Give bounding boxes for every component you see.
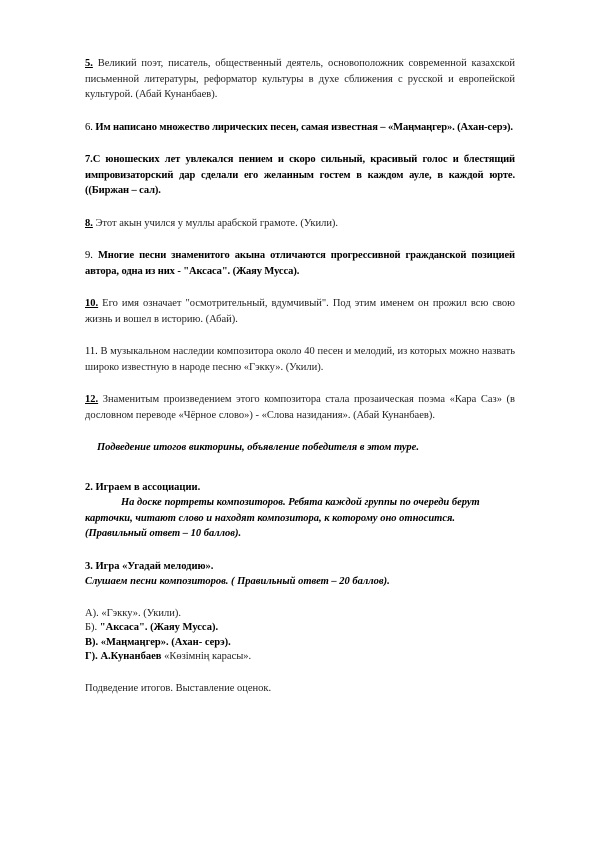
answer-item	[85, 636, 515, 651]
question-6	[85, 120, 515, 136]
answer-item	[85, 650, 515, 665]
section-body: Слушаем песни композиторов. ( Правильный ответ – 20 баллов).	[85, 576, 390, 587]
question-text: Им написано множество лирических песен, самая известная – «Маңмаңгер». (Ахан-серэ).	[92, 121, 513, 133]
question-text: Знаменитым произведением этого композитора стала прозаическая поэма «Кара Саз» (в дословном переводе «Чёрное слово») - «Слова назидания». (Абай Кунанбаев).	[85, 394, 515, 421]
question-text: Великий поэт, писатель, общественный деятель, основоположник современной казахской письменной литературы, реформатор культуры в духе сближения с русской и европейской культурой. (Абай Кунанбаев).	[85, 58, 515, 100]
question-8	[85, 216, 515, 232]
answer-item	[85, 621, 515, 636]
answer-text: «Гэкку». (Укили).	[98, 607, 181, 619]
answer-label: Г).	[85, 651, 98, 662]
question-text: Его имя означает "осмотрительный, вдумчивый". Под этим именем он прожил всю свою жизнь и вошел в историю. (Абай).	[85, 298, 515, 325]
answer-label: А).	[85, 607, 99, 619]
document-page	[85, 56, 515, 696]
question-12	[85, 392, 515, 423]
section-body: На доске портреты композиторов. Ребята каждой группы по очереди берут карточки, читают слово и находят композитора, к которому оно относится. (Правильный ответ – 10 баллов).	[85, 497, 480, 539]
question-number: 7.	[85, 154, 93, 165]
question-9	[85, 248, 515, 279]
question-7	[85, 152, 515, 199]
section-associations	[85, 480, 515, 542]
section-guess-melody	[85, 559, 515, 590]
answers-list	[85, 607, 515, 665]
question-number: 12.	[85, 394, 99, 405]
answer-extra: «Көзімнің карасы».	[161, 651, 252, 662]
question-text: Этот акын учился у муллы арабской грамоте. (Укили).	[92, 217, 339, 229]
question-number: 5.	[85, 58, 93, 69]
answer-text: А.Кунанбаев	[97, 651, 162, 662]
question-number: 8.	[85, 217, 93, 229]
question-number: 10.	[85, 298, 99, 309]
question-number: 9.	[85, 250, 93, 261]
question-5	[85, 56, 515, 103]
section-title: 2. Играем в ассоциации.	[85, 481, 201, 493]
question-number: 11.	[85, 346, 98, 357]
final-note: Подведение итогов. Выставление оценок.	[85, 682, 272, 694]
answer-item	[85, 607, 515, 622]
answer-text: «Маңмаңгер». (Ахан- серэ).	[98, 636, 231, 648]
answer-text: "Аксаса". (Жаяу Мусса).	[97, 622, 219, 633]
section-title: 3. Игра «Угадай мелодию».	[85, 560, 214, 572]
question-text: В музыкальном наследии композитора около 40 песен и мелодий, из которых можно назвать широко известную в народе песню «Гэкку». (Укили).	[85, 346, 515, 373]
quiz-summary: Подведение итогов викторины, объявление победителя в этом туре.	[97, 442, 419, 453]
answer-label: Б).	[85, 622, 98, 633]
question-number: 6.	[85, 121, 93, 133]
question-text: С юношеских лет увлекался пением и скоро сильный, красивый голос и блестящий импровизаторский дар сделали его желанным гостем в каждом ауле, в каждой юрте. ((Биржан – сал).	[85, 154, 515, 196]
answer-label: В).	[85, 636, 99, 648]
question-10	[85, 296, 515, 327]
question-11	[85, 344, 515, 375]
question-text: Многие песни знаменитого акына отличаются прогрессивной гражданской позицией автора, одна из них - "Аксаса". (Жаяу Мусса).	[85, 250, 515, 277]
